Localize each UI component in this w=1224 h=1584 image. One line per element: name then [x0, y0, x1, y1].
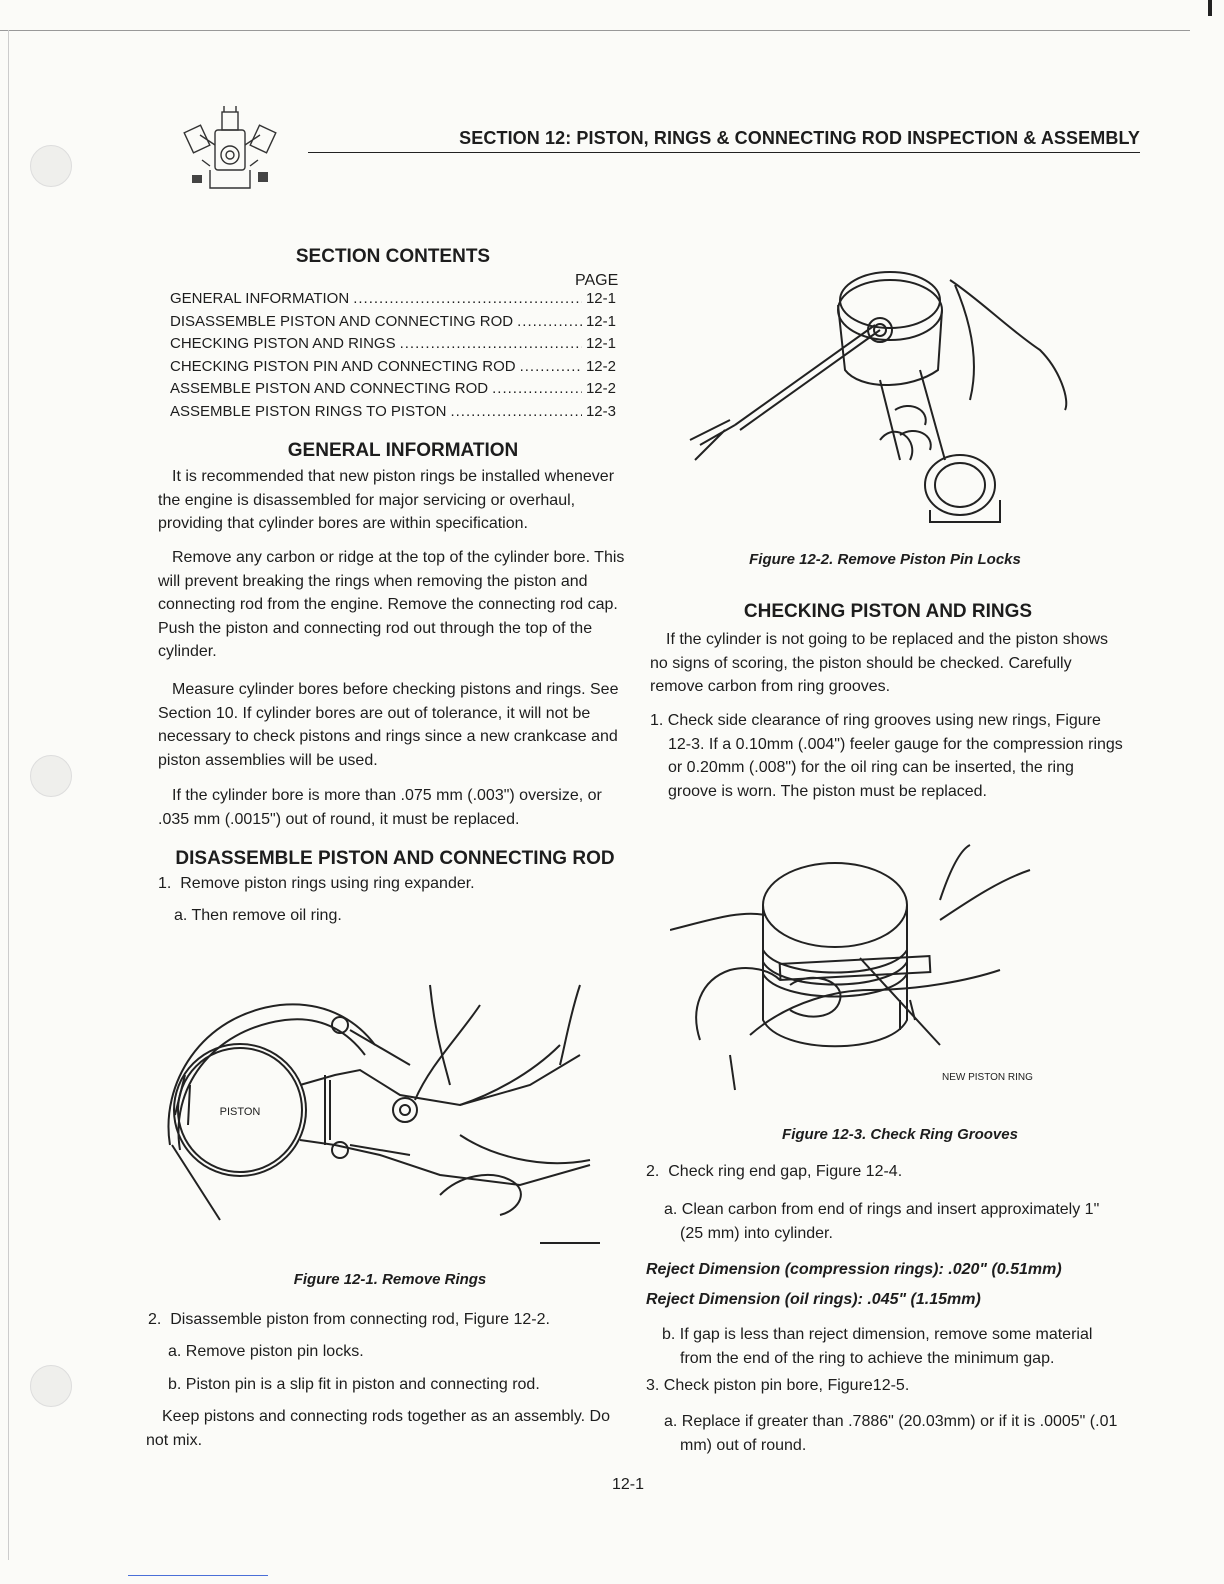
figure-remove-rings	[160, 975, 600, 1255]
checking-step-1: 1. Check side clearance of ring grooves using new rings, Figure 12-3. If a 0.10mm (.004") feeler gauge for the compression rings or 0.20mm (.008") for the oil ring can be inserted, the ring groove is worn. The piston must be replaced.	[650, 712, 1123, 800]
disassemble-heading: DISASSEMBLE PISTON AND CONNECTING ROD	[175, 848, 615, 869]
toc-label: ASSEMBLE PISTON AND CONNECTING ROD	[170, 380, 489, 397]
figure-check-ring-grooves	[670, 840, 1090, 1110]
checking-step-3a: a. Replace if greater than .7886" (20.03mm) or if it is .0005" (.01 mm) out of round.	[664, 1413, 1118, 1454]
figure-caption-12-2: Figure 12-2. Remove Piston Pin Locks	[749, 551, 1021, 568]
page-number: 12-1	[612, 1476, 645, 1493]
toc-label: ASSEMBLE PISTON RINGS TO PISTON	[170, 402, 447, 420]
top-rule	[0, 30, 1190, 31]
disassemble-step-2: 2. Disassemble piston from connecting rod, Figure 12-2.	[148, 1311, 550, 1328]
figure-caption-12-3: Figure 12-3. Check Ring Grooves	[782, 1126, 1018, 1143]
general-paragraph-1: It is recommended that new piston rings be installed whenever the engine is disassembled for major servicing or overhaul, providing that cylinder bores are within specification.	[158, 468, 615, 532]
checking-step-2: 2. Check ring end gap, Figure 12-4.	[646, 1163, 903, 1180]
general-paragraph-2: Remove any carbon or ridge at the top of the cylinder bore. This will prevent breaking the rings when removing the piston and connecting rod from the engine. Remove the connecting rod cap. Push the piston and connecting rod out through the top of the cylinder.	[158, 549, 625, 660]
toc-entry	[170, 335, 616, 358]
reject-oil-rings: Reject Dimension (oil rings): .045" (1.15mm)	[646, 1291, 981, 1308]
toc-page: 12-2	[585, 380, 616, 397]
contents-page-header: PAGE	[575, 272, 619, 289]
toc-entry	[170, 358, 616, 381]
toc-page: 12-2	[585, 357, 616, 375]
toc-page: 12-3	[585, 402, 616, 420]
toc-page: 12-1	[585, 312, 616, 330]
binder-hole	[30, 755, 72, 797]
toc-label: CHECKING PISTON AND RINGS	[170, 335, 396, 352]
contents-title: SECTION CONTENTS	[295, 246, 491, 267]
general-paragraph-3: Measure cylinder bores before checking pistons and rings. See Section 10. If cylinder bores are out of tolerance, it will not be necessary to check pistons and rings since a new crankcase and piston assemblies will be used.	[158, 681, 619, 769]
disassemble-step-1a: a. Then remove oil ring.	[174, 907, 342, 924]
checking-paragraph: If the cylinder is not going to be replaced and the piston shows no signs of scoring, the piston should be checked. Carefully remove carbon from ring grooves.	[650, 631, 1109, 695]
toc-entry	[170, 313, 616, 336]
toc-label: CHECKING PISTON PIN AND CONNECTING ROD	[170, 357, 516, 375]
figure-remove-piston-pin-locks	[680, 260, 1080, 530]
disassemble-step-2a: a. Remove piston pin locks.	[168, 1343, 364, 1360]
toc-page: 12-1	[585, 290, 616, 307]
toc-entry	[170, 403, 616, 426]
disassemble-step-1: 1. Remove piston rings using ring expander.	[158, 875, 475, 892]
disassemble-step-2b: b. Piston pin is a slip fit in piston and connecting rod.	[168, 1376, 540, 1393]
figure-caption-12-1: Figure 12-1. Remove Rings	[293, 1271, 487, 1288]
disassemble-note: Keep pistons and connecting rods together as an assembly. Do not mix.	[146, 1408, 610, 1449]
binder-hole	[30, 145, 72, 187]
checking-heading: CHECKING PISTON AND RINGS	[743, 601, 1033, 622]
checking-step-2b: b. If gap is less than reject dimension, remove some material from the end of the ring to achieve the minimum gap.	[662, 1326, 1093, 1367]
figure-label-piston: PISTON	[219, 1106, 261, 1118]
checking-step-2a: a. Clean carbon from end of rings and insert approximately 1" (25 mm) into cylinder.	[664, 1201, 1100, 1242]
scan-link-line	[128, 1575, 268, 1576]
scan-edge	[8, 30, 9, 1560]
general-paragraph-4: If the cylinder bore is more than .075 mm (.003") oversize, or .035 mm (.0015") out of round, it must be replaced.	[158, 787, 602, 828]
engine-logo-icon	[180, 100, 280, 200]
toc-label: GENERAL INFORMATION	[170, 290, 350, 307]
scan-mark	[1208, 0, 1212, 16]
toc-entry	[170, 290, 616, 313]
toc-page: 12-1	[585, 335, 616, 352]
toc-entry	[170, 380, 616, 403]
figure-label-new-piston-ring: NEW PISTON RING	[942, 1072, 1033, 1083]
general-info-heading: GENERAL INFORMATION	[287, 440, 519, 461]
binder-hole	[30, 1365, 72, 1407]
toc-label: DISASSEMBLE PISTON AND CONNECTING ROD	[170, 312, 514, 330]
section-header: SECTION 12: PISTON, RINGS & CONNECTING ROD INSPECTION & ASSEMBLY	[308, 128, 1140, 153]
contents-list	[170, 290, 616, 425]
checking-step-3: 3. Check piston pin bore, Figure12-5.	[646, 1377, 910, 1394]
reject-compression-rings: Reject Dimension (compression rings): .020" (0.51mm)	[646, 1261, 1062, 1278]
